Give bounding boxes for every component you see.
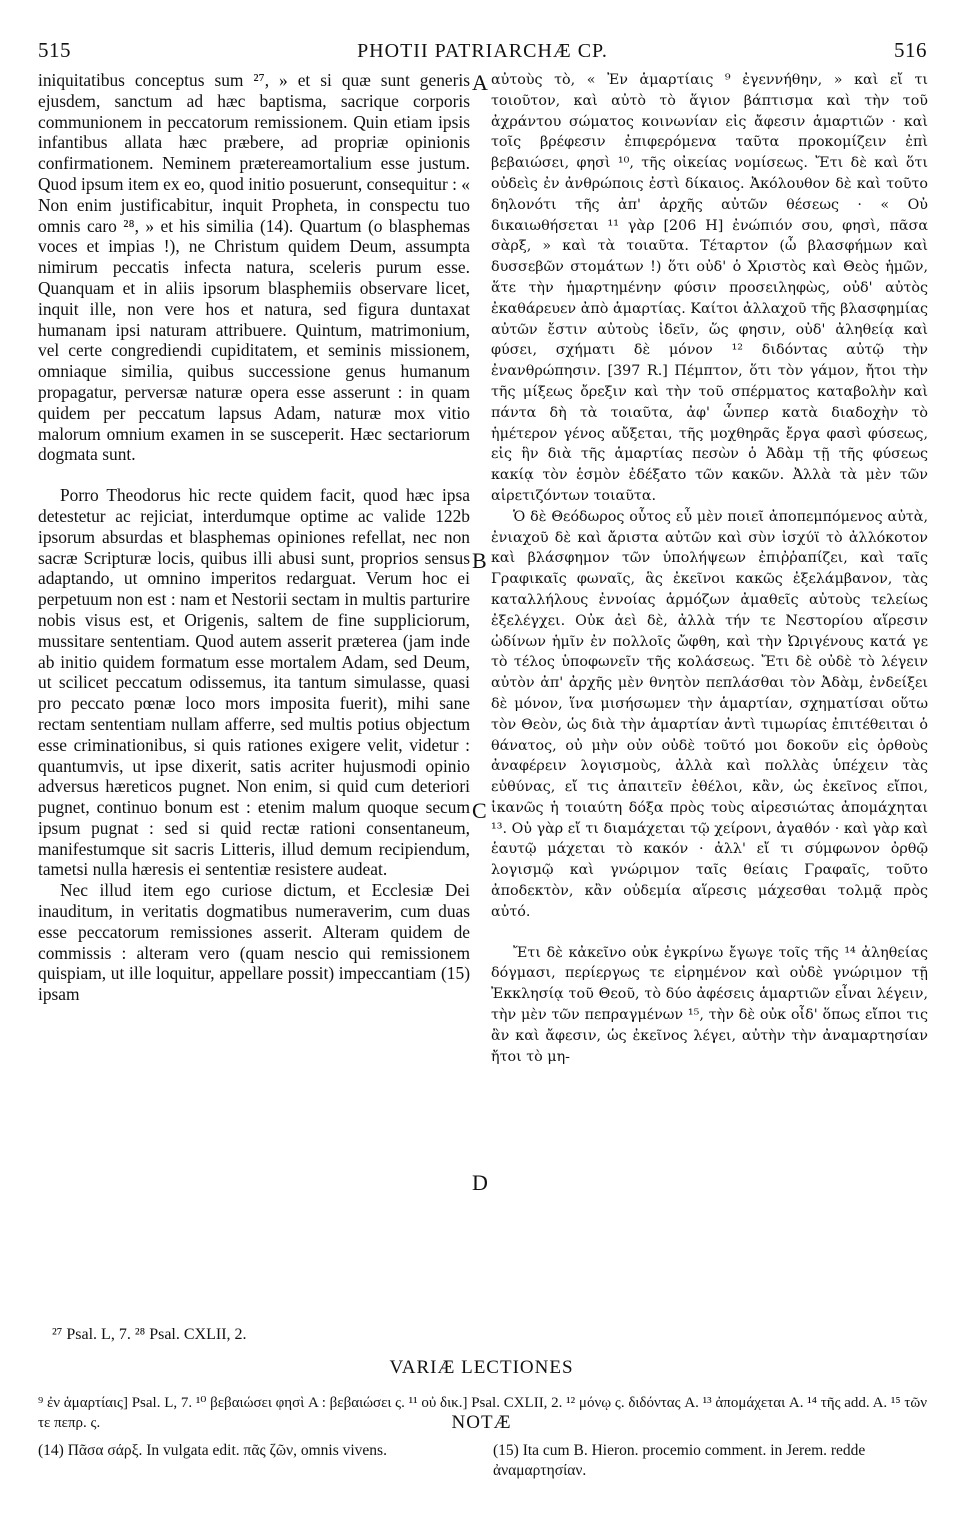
nota-14: (14) Πᾶσα σάρξ. In vulgata edit. πᾶς ζῶν, omnis vivens. [38, 1442, 387, 1459]
margin-letter-c: C [472, 798, 487, 823]
variae-heading: VARIÆ LECTIONES [389, 1357, 574, 1378]
greek-paragraph-1: αὐτοὺς τὸ, « Ἐν ἁμαρτίαις ⁹ ἐγεννήθην, » καὶ εἴ τι τοιοῦτον, καὶ αὐτὸ τὸ ἅγιον βάπτισμα καὶ τὴν τοῦ ἀχράντου σώματος κοινωνίαν εἰς ἄφεσιν ἁμαρτιῶν · καὶ τοῖς βρέφεσιν ἐπιφερόμενα ταῦτα προκομίζειν ἐπὶ βεβαιώσει, φησὶ ¹⁰, τῆς οἰκείας νομίσεως. Ἔτι δὲ καὶ ὅτι οὐδεὶς ἐν ἀνθρώποις ἐστὶ δίκαιος. Ἀκόλουθον δὲ καὶ τοῦτο δηλονότι τῆς ἀπ' ἀρχῆς αὐτῶν θέσεως · « Οὐ δικαιωθήσεται ¹¹ γὰρ [206 H] ἐνώπιόν σου, φησὶ, πᾶσα σὰρξ, » καὶ τὰ τοιαῦτα. Τέταρτον (ὦ βλασφήμων καὶ δυσσεβῶν στομάτων !) ὅτι οὐδ' ὁ Χριστὸς καὶ Θεὸς ἡμῶν, ἅτε τὴν ἡμαρτημένην φύσιν προσειληφὼς, οὐδ' αὐτὸς ἐκαθάρευεν ἀπὸ ἁμαρτίας. Καίτοι ἀλλαχοῦ τῆς βλασφημίας αὐτῶν ἔστιν αὐτοὺς ἰδεῖν, ὥς φησιν, οὐδ' ἀληθείᾳ καὶ φύσει, σχήματι δὲ μόνον ¹² διδόντας αὐτῷ τὴν ἐνανθρώπησιν. [397 R.] Πέμπτον, ὅτι τὸν γάμον, ἤτοι τὴν τῆς μίξεως ὄρεξιν καὶ τὴν τοῦ σπέρματος καταβολὴν καὶ πάντα δὴ τὰ τοιαῦτα, ἀφ' ὧνπερ κατὰ διαδοχὴν τὸ ἡμέτερον γένος αὔξεται, τῆς μοχθηρᾶς ἔργα φασὶ φύσεως, εἰς ἣν διὰ τῆς ἁμαρτίας πεσὼν ὁ Ἀδὰμ τῇ τῆς φύσεως κακίᾳ τὸν ἑσμὸν ἐδέξατο τῶν κακῶν. Ἀλλὰ τὰ μὲν τῶν αἱρετιζόντων τοιαῦτα. [491, 72, 928, 504]
greek-paragraph-3: Ἔτι δὲ κἀκεῖνο οὐκ ἐγκρίνω ἔγωγε τοῖς τῆς ¹⁴ ἀληθείας δόγμασι, περίεργως τε εἰρημένον καὶ οὐδὲ γνώριμον τῇ Ἐκκλησίᾳ τοῦ Θεοῦ, τὸ δύο ἀφέσεις ἁμαρτιῶν εἶναι λέγειν, τὴν μὲν τῶν πεπραγμένων ¹⁵, τὴν δὲ οὐκ οἶδ' ὅπως εἴποι τις ἂν καὶ ἄφεσιν, ὡς ἐκεῖνος λέγει, αὐτὴν τὴν ἀναμαρτησίαν ἤτοι τὸ μη- [491, 944, 928, 1065]
margin-letter-a: A [472, 70, 488, 95]
footnotes: ²⁷ Psal. L, 7. ²⁸ Psal. CXLII, 2. [52, 1326, 247, 1343]
greek-column [491, 70, 928, 1067]
left-page-number: 515 [38, 38, 71, 62]
notae-heading: NOTÆ [451, 1412, 512, 1433]
latin-paragraph-1: iniquitatibus conceptus sum ²⁷, » et si quæ sunt generis ejusdem, sanctum ad hæc baptisma, sacrique corporis communionem in peccatorum remissionem. Quin etiam ipsis infantibus allata hæc præbere, ad propriæ opinionis confirmationem. Neminem prætereamortalium esse justum. Quod ipsum item ex eo, quod initio posuerunt, consequitur : « Non enim justificabitur, inquit Propheta, in conspectu tuo omnis caro ²⁸, » et his similia (14). Quartum (o blasphemas voces et impias !), ne Christum quidem Deum, assumpta nimirum peccatis infecta natura, sceleris purum esse. Quanquam et in aliis ipsorum blasphemiis observare licet, inquit ille, non vere hos et natura, sed figura duntaxat humanam ipsi naturam attribuere. Quintum, matrimonium, vel certe congrediendi cupiditatem, et seminis missionem, omniaque similia, quibus successione genus humanum propagatur, perversæ naturæ opera esse asserunt : in quam quidem per peccatum lapsus Adam, naturæ mox vitio malorum omnium examen in se susceperit. Hæc sectariorum dogmata sunt. [38, 70, 470, 465]
greek-paragraph-2: Ὁ δὲ Θεόδωρος οὗτος εὖ μὲν ποιεῖ ἀποπεμπόμενος αὐτὰ, ἐνιαχοῦ δὲ καὶ ἄριστα αὐτῶν καὶ σὺν ἰσχύϊ τὸ ἀλλόκοτον καὶ βλάσφημον τῶν ὑπολήψεων ἐπιῤῥαπίζει, καὶ ταῖς Γραφικαῖς φωναῖς, ἃς ἐκεῖνοι κακῶς ἐξελάμβανον, τὰς καταλλήλους ἐννοίας ἁρμόζων ἀμαθεῖς αὐτοὺς τελείως ἐξελέγχει. Οὐκ ἀεὶ δὲ, ἀλλὰ τήν τε Νεστορίου αἵρεσιν ὠδίνων ἡμῖν ἐν πολλοῖς ὤφθη, καὶ τὴν Ὠριγένους κατά γε τὸ τέλος ὑποφωνεῖν τῆς κολάσεως. Ἔτι δὲ οὐδὲ τὸ λέγειν αὐτὸν ἀπ' ἀρχῆς μὲν θνητὸν πεπλάσθαι τὸν Ἀδὰμ, ἐνδείξει δὲ μόνον, ἵνα μισήσωμεν τὴν ἁμαρτίαν, σχηματίσαι οὕτω τὸν Θεὸν, ὡς διὰ τὴν ἁμαρτίαν ἀντὶ τιμωρίας ἐπιτέθειται ὁ θάνατος, οὐ μὴν οὐν οὐδὲ τοῦτό μοι δοκοῦν εἰς ὀρθοὺς ἀναφέρειν λογισμοὺς, ἀλλὰ καὶ πολλὰς ὑπέχειν τὰς εὐθύνας, εἴ τις ἀπαιτεῖν ἐθέλοι, κἂν, ὡς ἐκεῖνος εἴποι, ἱκανῶς ἡ τοιαύτη δόξα πρὸς τοὺς αἱρεσιώτας ἀπομάχηται ¹³. Οὐ γὰρ εἴ τι διαμάχεται τῷ χείρονι, ἀγαθόν · καὶ γὰρ καὶ ἑαυτῷ μάχεται τὸ κακόν · ἀλλ' εἴ τι σύμφωνον ὀρθῷ λογισμῷ καὶ γνώριμον ταῖς θείαις Γραφαῖς, τοῦτο ἀποδεκτὸν, κἂν οὐδεμία αἵρεσις μάχεσθαι τολμᾷ πρὸς αὐτό. [491, 508, 928, 920]
page-header [38, 38, 927, 68]
variae-text: ⁹ ἐν ἁμαρτίαις] Psal. L, 7. ¹⁰ βεβαιώσει φησὶ A : βεβαιώσει ς. ¹¹ οὐ δικ.] Psal. CXLII, 2. ¹² μόνῳ ς. διδόντας A. ¹³ ἀπομάχεται A. ¹⁴ τῆς add. A. ¹⁵ τῶν τε πεπρ. ς. [38, 1395, 928, 1431]
latin-column [38, 70, 470, 1005]
margin-letter-b: B [472, 548, 487, 573]
margin-letter-d: D [472, 1170, 488, 1195]
latin-paragraph-2: Porro Theodorus hic recte quidem facit, quod hæc ipsa detestetur ac rejiciat, interdumque optime ac valide 122b ipsorum absurdas et blasphemas opiniones refellat, nec non sacræ Scripturæ locis, quibus illi abusi sunt, proprios sensus adaptando, ut omnino imperitos redarguat. Verum hoc ei perpetuum non est : nam et Nestorii sectam in multis parturire nobis visus est, et Origenis, saltem de fine suppliciorum, mussitare sententiam. Quod autem asserit præterea (jam inde ab initio quidem formatum esse mortalem Adam, sed Deum, ut scilicet peccatum odissemus, ita tantum simulasse, quasi pro peccato pœnæ loco mors imposita fuerit), mihi sane rectam sententiam nullam afferre, sed multis potius objectum esse criminationibus, si quis rationes exigere velit, videtur : quantumvis, ut ipse dixerit, satis acriter hujusmodi opinio adversus hæreticos pugnet. Non enim, si quid cum deteriori pugnet, continuo bonum est : etenim malum quoque secum ipsum pugnat : sed si quid rectæ rationi consentaneum, manifestumque sit sacris Litteris, illud demum recipiendum, tametsi nulla hæresis ei sententiæ resistere audeat. [38, 485, 470, 880]
running-title: PHOTII PATRIARCHÆ CP. [357, 40, 608, 62]
latin-paragraph-3: Nec illud item ego curiose dictum, et Ecclesiæ Dei inauditum, in veritatis dogmatibus numeraverim, cum duas esse peccatorum remissiones asserit. Alteram quidem de commissis : alteram vero (quam nescio qui remissionem quispiam, ut ille loquitur, appellare possit) impeccantiam (15) ipsam [38, 880, 470, 1005]
right-page-number: 516 [894, 38, 927, 62]
nota-15: (15) Ita cum B. Hieron. procemio comment. in Jerem. redde ἀναμαρτησίαν. [493, 1442, 866, 1479]
